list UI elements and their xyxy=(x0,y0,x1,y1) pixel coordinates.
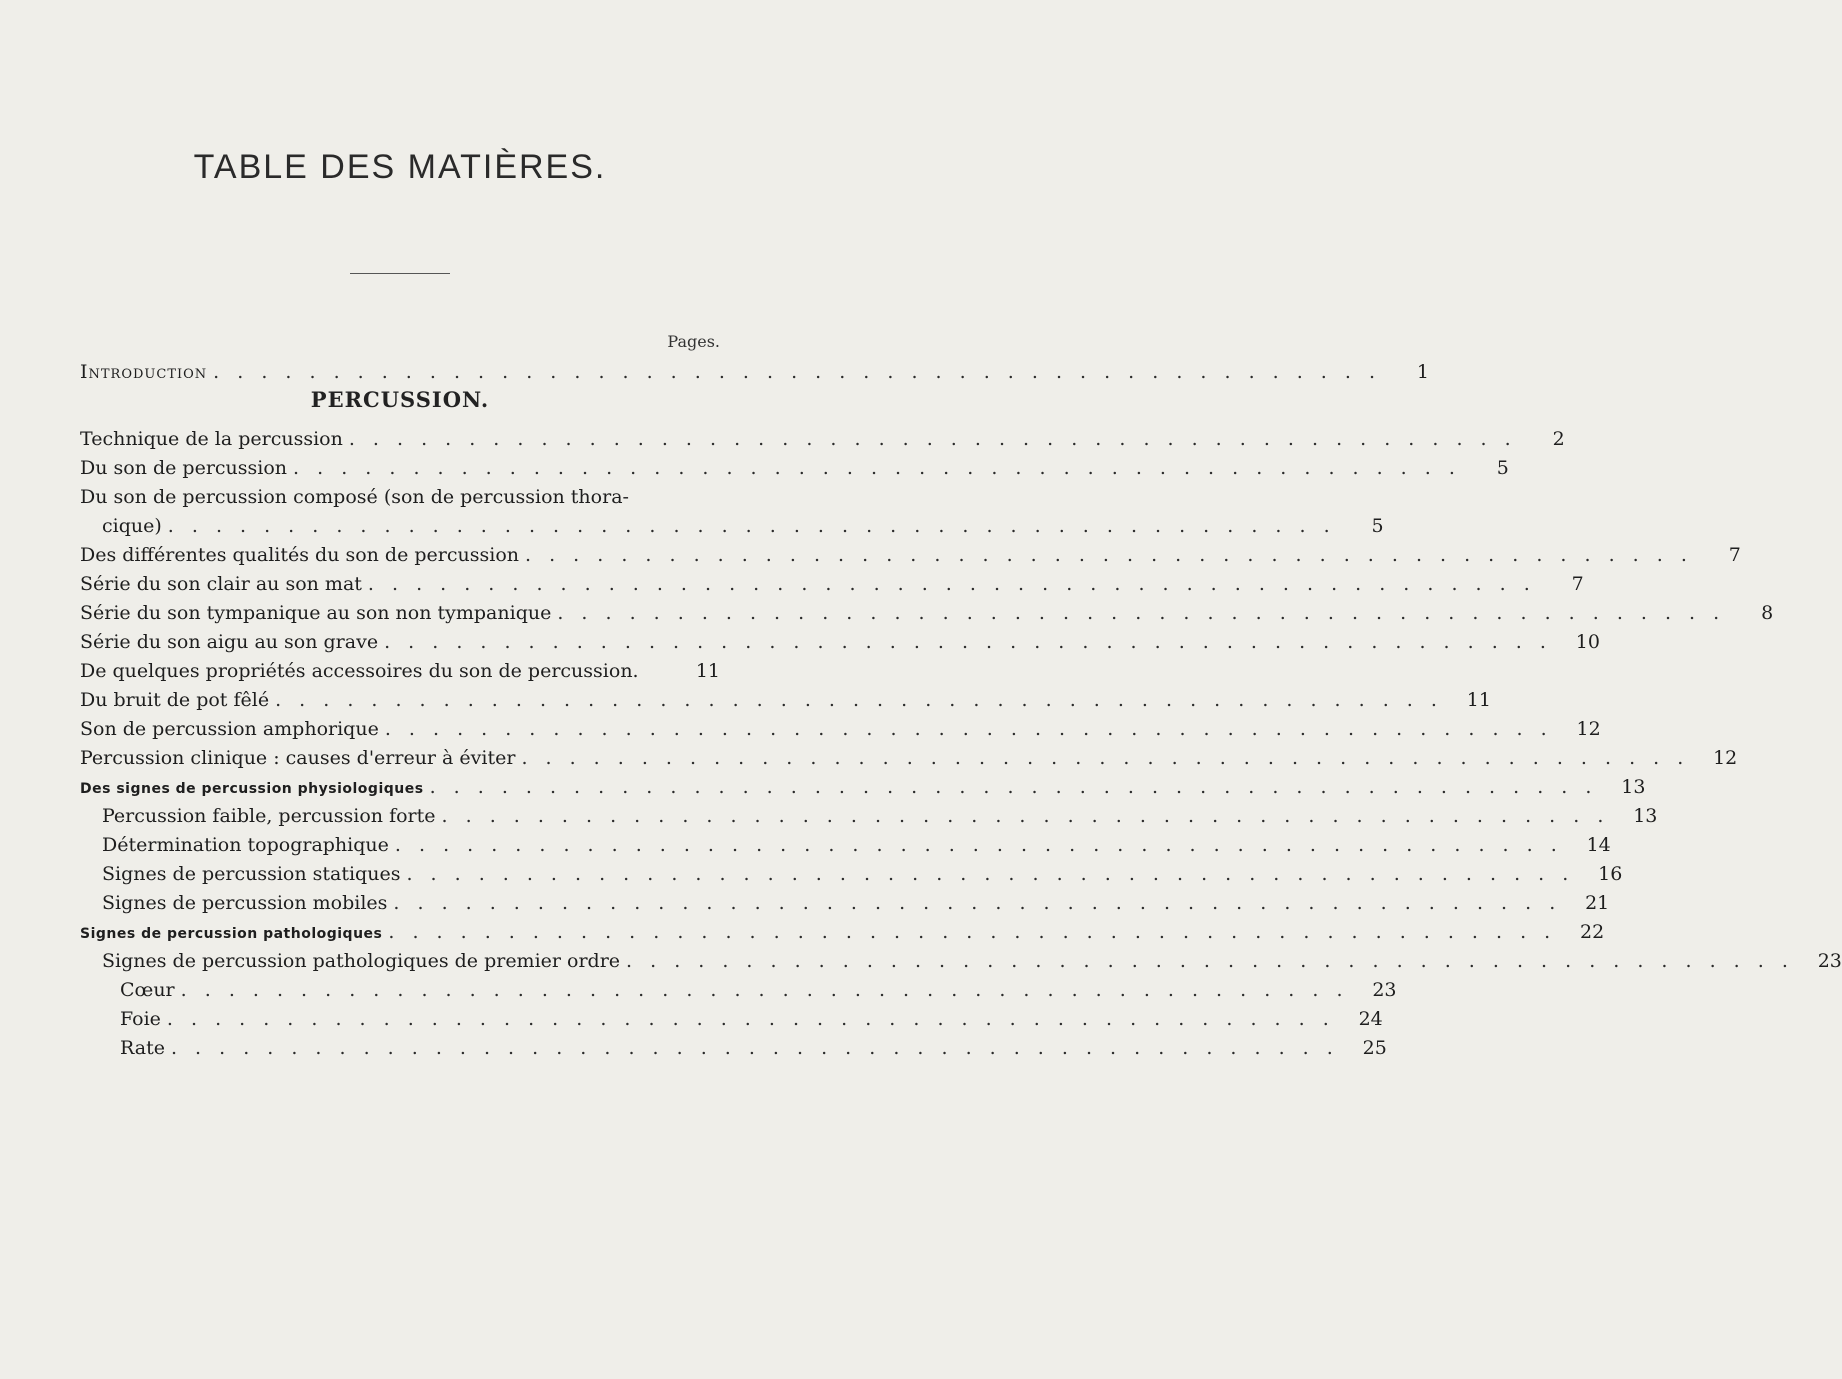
toc-entry-label: Du son de percussion composé (son de percussion thora- xyxy=(80,486,629,508)
toc-entry-label: Cœur xyxy=(120,979,175,1001)
toc-leader: . . . . . . . . . . . . . . . . . . . . . . . . . . . . . . . . . . . . . . . . . . . . . . . . . xyxy=(180,979,1349,1001)
toc-entry-label: Signes de percussion pathologiques xyxy=(80,926,383,942)
toc-entry-page: 23 xyxy=(1817,950,1842,972)
toc-entry-label: Percussion faible, percussion forte xyxy=(102,805,436,827)
toc-entry xyxy=(80,919,1605,945)
toc-entry-page: 11 xyxy=(695,660,720,682)
toc-entry-page: 5 xyxy=(1371,515,1384,537)
toc-leader: . . . . . . . . . . . . . . . . . . . . . . . . . . . . . . . . . . . . . . . . . . . . . . . . . xyxy=(167,515,1336,537)
toc-entry xyxy=(102,890,1610,916)
toc-entry xyxy=(80,484,720,510)
toc-entry xyxy=(80,687,1491,713)
toc-entry-label: Série du son aigu au son grave xyxy=(80,631,379,653)
toc-entry xyxy=(120,977,1397,1003)
toc-leader: . . . . . . . . . . . . . . . . . . . . . . . . . . . . . . . . . . . . . . . . . . . . . . . . . xyxy=(367,573,1536,595)
pages-column-label: Pages. xyxy=(667,332,720,351)
toc-entry-label: Technique de la percussion xyxy=(80,428,343,450)
toc-leader: . . . . . . . . . . . . . . . . . . . . . . . . . . . . . . . . . . . . . . . . . . . . . . . . . xyxy=(170,1037,1339,1059)
toc-entry-label: Signes de percussion mobiles xyxy=(102,892,388,914)
toc-entry xyxy=(120,1006,1383,1032)
toc-leader: . . . . . . . . . . . . . . . . . . . . . . . . . . . . . . . . . . . . . . . . . . . . . . . . . xyxy=(388,921,1557,943)
toc-entry-page: 13 xyxy=(1633,805,1658,827)
toc-entry xyxy=(102,803,1658,829)
toc-entry-page: 7 xyxy=(1728,544,1741,566)
toc-leader: . . . . . . . . . . . . . . . . . . . . . . . . . . . . . . . . . . . . . . . . . . . . . . . . . xyxy=(393,892,1562,914)
toc-entry-label: Série du son tympanique au son non tympanique xyxy=(80,602,552,624)
toc-entry-page: 1 xyxy=(1416,361,1430,383)
toc-entry xyxy=(102,948,1842,974)
toc-entry-label: Détermination topographique xyxy=(102,834,389,856)
toc-entry xyxy=(102,513,1384,539)
toc-entry-page: 12 xyxy=(1713,747,1738,769)
toc-entry-page: 11 xyxy=(1466,689,1491,711)
toc-leader: . . . . . . . . . . . . . . . . . . . . . . . . . . . . . . . . . . . . . . . . . . . . . . . . . xyxy=(213,361,1382,383)
toc-leader: . . . . . . . . . . . . . . . . . . . . . . . . . . . . . . . . . . . . . . . . . . . . . . . . . xyxy=(348,428,1517,450)
toc-entry-page: 8 xyxy=(1761,602,1774,624)
toc-leader: . . . . . . . . . . . . . . . . . . . . . . . . . . . . . . . . . . . . . . . . . . . . . . . . . xyxy=(384,718,1553,740)
toc-entry-label: Signes de percussion pathologiques de premier ordre xyxy=(102,950,621,972)
toc-leader: . . . . . . . . . . . . . . . . . . . . . . . . . . . . . . . . . . . . . . . . . . . . . . . . . xyxy=(441,805,1610,827)
toc-entry xyxy=(120,1035,1387,1061)
toc-entry-introduction xyxy=(80,359,1430,385)
title-rule xyxy=(350,273,450,274)
toc-entry xyxy=(80,745,1738,771)
toc-entry-label: Série du son clair au son mat xyxy=(80,573,362,595)
toc-leader: . . . . . . . . . . . . . . . . . . . . . . . . . . . . . . . . . . . . . . . . . . . . . . . . . xyxy=(626,950,1794,972)
toc-entry xyxy=(80,426,1565,452)
toc-entry xyxy=(80,629,1600,655)
toc-entry-label: Signes de percussion statiques xyxy=(102,863,401,885)
toc-entry xyxy=(80,716,1601,742)
toc-entry xyxy=(102,861,1623,887)
toc-leader: . . . . . . . . . . . . . . . . . . . . . . . . . . . . . . . . . . . . . . . . . . . . . . . . . xyxy=(525,544,1693,566)
toc-leader: . . . . . . . . . . . . . . . . . . . . . . . . . . . . . . . . . . . . . . . . . . . . . . . . . xyxy=(394,834,1563,856)
toc-entry-page: 13 xyxy=(1621,776,1646,798)
toc-entry-label: Des différentes qualités du son de percussion xyxy=(80,544,520,566)
toc-entry xyxy=(80,658,720,684)
toc-entry xyxy=(80,600,1774,626)
toc-entry-page: 10 xyxy=(1575,631,1600,653)
toc-entry-page: 22 xyxy=(1580,921,1605,943)
toc-leader: . . . . . . . . . . . . . . . . . . . . . . . . . . . . . . . . . . . . . . . . . . . . . . . . . xyxy=(384,631,1552,653)
toc-leader: . . . . . . . . . . . . . . . . . . . . . . . . . . . . . . . . . . . . . . . . . . . . . . . . . xyxy=(275,689,1443,711)
toc-entry-label: Du bruit de pot fêlé xyxy=(80,689,270,711)
toc-entry xyxy=(80,774,1646,800)
toc-entry xyxy=(80,542,1741,568)
toc-entry-page: 25 xyxy=(1362,1037,1387,1059)
toc-entry-label: Foie xyxy=(120,1008,161,1030)
toc-leader: . . . . . . . . . . . . . . . . . . . . . . . . . . . . . . . . . . . . . . . . . . . . . . . . . xyxy=(557,602,1726,624)
toc-entry-page: 7 xyxy=(1571,573,1584,595)
toc-entry-page: 12 xyxy=(1576,718,1601,740)
toc-entry-label: Des signes de percussion physiologiques xyxy=(80,781,424,797)
toc-entry-label: Son de percussion amphorique xyxy=(80,718,379,740)
toc-entry-page: 23 xyxy=(1372,979,1397,1001)
toc-leader: . . . . . . . . . . . . . . . . . . . . . . . . . . . . . . . . . . . . . . . . . . . . . . . . . xyxy=(293,457,1461,479)
toc-leader: . . . . . . . . . . . . . . . . . . . . . . . . . . . . . . . . . . . . . . . . . . . . . . . . . xyxy=(521,747,1690,769)
toc-entry-page: 5 xyxy=(1496,457,1509,479)
toc-entry-label: cique) xyxy=(102,515,162,537)
page-title: TABLE DES MATIÈRES. xyxy=(193,148,607,186)
toc-entry-page: 2 xyxy=(1552,428,1565,450)
toc-leader: . . . . . . . . . . . . . . . . . . . . . . . . . . . . . . . . . . . . . . . . . . . . . . . . . xyxy=(166,1008,1335,1030)
section-heading-percussion: PERCUSSION. xyxy=(310,387,490,412)
toc-leader: . . . . . . . . . . . . . . . . . . . . . . . . . . . . . . . . . . . . . . . . . . . . . . . . . xyxy=(429,776,1598,798)
toc-entry-page: 16 xyxy=(1598,863,1623,885)
toc-entry-label: Du son de percussion xyxy=(80,457,288,479)
toc-entry-page: 24 xyxy=(1358,1008,1383,1030)
toc-entry-page: 14 xyxy=(1586,834,1611,856)
toc-entry-label: Rate xyxy=(120,1037,165,1059)
toc-entry xyxy=(80,571,1584,597)
toc-entry-label: Percussion clinique : causes d'erreur à éviter xyxy=(80,747,516,769)
toc-leader: . . . . . . . . . . . . . . . . . . . . . . . . . . . . . . . . . . . . . . . . . . . . . . . . . xyxy=(406,863,1575,885)
toc-entry xyxy=(102,832,1611,858)
toc-entry-label: Introduction xyxy=(80,361,208,383)
toc-entry-page: 21 xyxy=(1585,892,1610,914)
toc-entry xyxy=(80,455,1509,481)
toc-entry-label: De quelques propriétés accessoires du son de percussion. xyxy=(80,660,639,682)
